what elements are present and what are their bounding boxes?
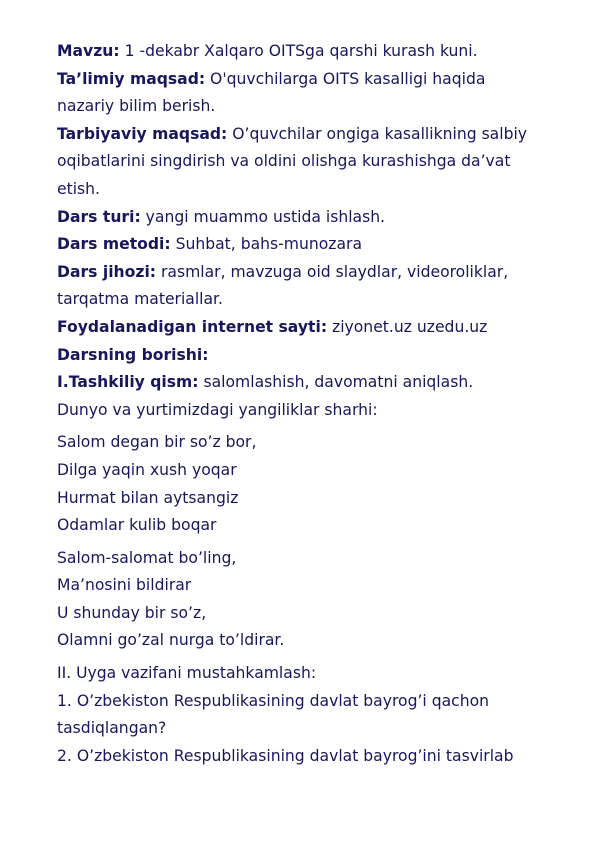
- lesson-progress-heading: [57, 342, 556, 370]
- poem-stanza-1: [57, 429, 556, 539]
- internet-sites: [57, 314, 556, 342]
- educational-goal-text: O'quvchilarga OITS kasalligi haqida nazariy bilim berish.: [57, 69, 486, 116]
- lesson-equipment-label: Dars jihozi:: [57, 262, 157, 281]
- lesson-method: [57, 231, 556, 259]
- topic-label: Mavzu:: [57, 42, 120, 60]
- poem-line: U shunday bir so’z,: [57, 603, 207, 622]
- poem-stanza-2: [57, 545, 556, 655]
- lesson-method-label: Dars metodi:: [57, 235, 171, 254]
- internet-sites-text: ziyonet.uz uzedu.uz: [327, 317, 488, 336]
- lesson-type: [57, 204, 556, 232]
- organizational-part-label: I.Tashkiliy qism:: [57, 373, 199, 392]
- lesson-equipment: [57, 259, 537, 314]
- news-review: Dunyo va yurtimizdagi yangiliklar sharhi:: [57, 400, 378, 419]
- lesson-progress-label: Darsning borishi:: [57, 345, 209, 364]
- question-2: 2. O’zbekiston Respublikasining davlat bayrog’ini tasvirlab: [57, 746, 514, 765]
- organizational-part-text: salomlashish, davomatni aniqlash.: [198, 373, 474, 392]
- poem-line: Olamni go’zal nurga to’ldirar.: [57, 631, 285, 650]
- homework-heading: II. Uyga vazifani mustahkamlash:: [57, 664, 317, 683]
- poem-line: Salom-salomat bo’ling,: [57, 548, 237, 567]
- poem-line: Odamlar kulib boqar: [57, 516, 217, 535]
- poem-line: Hurmat bilan aytsangiz: [57, 488, 239, 507]
- poem-line: Dilga yaqin xush yoqar: [57, 460, 237, 479]
- topic-line: [57, 38, 556, 66]
- educational-goal-label: Ta’limiy maqsad:: [57, 69, 206, 88]
- poem-line: Salom degan bir so’z bor,: [57, 433, 257, 452]
- lesson-method-text: Suhbat, bahs-munozara: [170, 235, 363, 254]
- lesson-equipment-text: rasmlar, mavzuga oid slaydlar, videoroliklar, tarqatma materiallar.: [57, 262, 509, 309]
- organizational-part: [57, 369, 556, 397]
- lesson-type-text: yangi muammo ustida ishlash.: [140, 207, 386, 226]
- topic-text: 1 -dekabr Xalqaro OITSga qarshi kurash kuni.: [119, 42, 478, 60]
- upbringing-goal-text: O’quvchilar ongiga kasallikning salbiy oqibatlarini singdirish va oldini olishga kurashishga da’vat etish.: [57, 124, 528, 198]
- upbringing-goal-label: Tarbiyaviy maqsad:: [57, 124, 228, 143]
- question-1: 1. O’zbekiston Respublikasining davlat bayrog’i qachon tasdiqlangan?: [57, 691, 490, 738]
- lesson-type-label: Dars turi:: [57, 207, 141, 226]
- poem-line: Ma’nosini bildirar: [57, 576, 192, 595]
- upbringing-goal: [57, 121, 549, 204]
- internet-sites-label: Foydalanadigan internet sayti:: [57, 317, 328, 336]
- educational-goal: [57, 66, 517, 121]
